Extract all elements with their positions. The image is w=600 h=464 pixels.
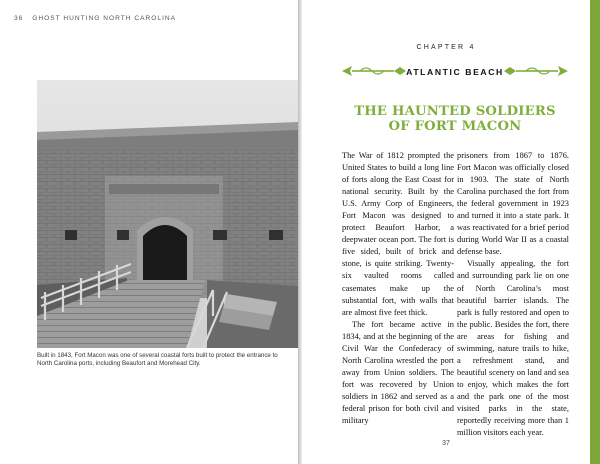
fort-macon-photo — [37, 80, 298, 348]
right-page-number: 37 — [442, 440, 450, 447]
body-column-2 — [457, 150, 569, 439]
running-head — [14, 15, 176, 22]
body-column-1 — [342, 150, 454, 427]
left-page-number: 36 — [14, 15, 24, 22]
chapter-label: CHAPTER 4 — [416, 44, 476, 51]
body-paragraph: prisoners from 1867 to 1876. Fort Macon was officially closed in 1903. The state of North Carolina purchased the fort from the federal government in 1923 and turned it into a state park. It was reactivated for a brief period during World War II as a coastal defense base. — [457, 151, 569, 257]
article-title-line-1: THE HAUNTED SOLDIERS — [354, 104, 556, 119]
right-page — [302, 0, 600, 464]
article-title-line-2: OF FORT MACON — [388, 119, 522, 134]
chapter-title: ATLANTIC BEACH — [406, 67, 504, 77]
left-page — [0, 0, 298, 464]
page-edge-accent — [590, 0, 600, 464]
body-paragraph: The War of 1812 prompted the United States to build a long line of forts along the East Coast for national security. Built by the U.S. Army Corp of Engineers, Fort Macon was designed to protect Beaufort Harbor, a deepwater ocean port. The fort is five sided, built of brick and stone, is quite striking. Twenty-six vaulted rooms called casemates make up the substantial fort, with walls that are almost five feet thick. — [342, 151, 454, 317]
article-title — [342, 104, 568, 134]
photo-caption: Built in 1843, Fort Macon was one of several coastal forts built to protect the entrance to North Carolina ports, including Beaufort and Morehead City. — [37, 352, 278, 368]
body-paragraph: Visually appealing, the fort and surrounding park lie on one of North Carolina’s most beautiful barrier islands. The park is fully restored and open to the public. Besides the fort, there are areas for fishing and swimming, nature trails to hike, a refreshment stand, and beautiful scenery on land and sea to enjoy, which makes the fort and the park one of the most visited parks in the state, reportedly receiving more than 1 million visitors each year. — [457, 259, 569, 438]
book-title: GHOST HUNTING NORTH CAROLINA — [32, 15, 177, 22]
body-paragraph: The fort became active in 1834, and at the beginning of the Civil War the Confederacy of North Carolina wrestled the port away from Union soldiers. The fort was recovered by Union soldiers in 1862 and served as a federal prison for both civil and military — [342, 319, 454, 426]
